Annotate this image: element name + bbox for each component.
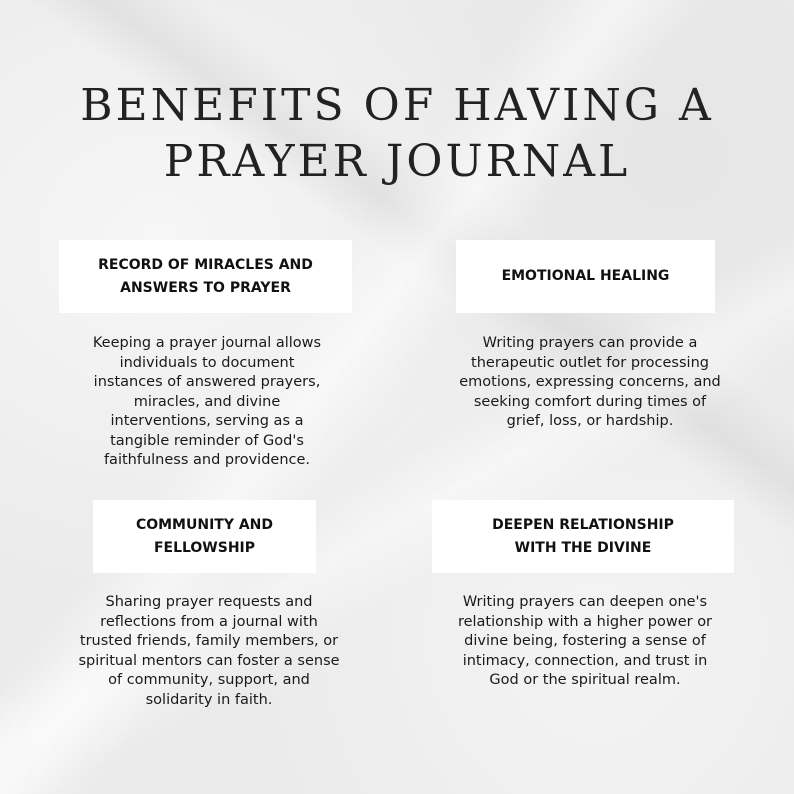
title-line-1: BENEFITS OF HAVING A [80,80,714,131]
description-line: grief, loss, or hardship. [506,413,674,429]
heading-line: WITH THE DIVINE [514,539,652,556]
description-line: Writing prayers can provide a [482,335,698,351]
heading-line: EMOTIONAL HEALING [501,268,670,284]
benefit-heading-box-community [93,500,316,573]
description-line: spiritual mentors can foster a sense [78,652,340,669]
heading-line: ANSWERS TO PRAYER [120,279,291,296]
description-line: seeking comfort during times of [473,393,707,410]
description-line: God or the spiritual realm. [489,672,681,688]
benefit-description-community [60,593,358,710]
benefit-heading [136,514,273,560]
description-line: Keeping a prayer journal allows [92,335,322,351]
description-line: reflections from a journal with [100,613,318,630]
heading-line: COMMUNITY AND [135,516,274,533]
description-line: miracles, and divine [133,393,281,410]
heading-line: DEEPEN RELATIONSHIP [492,516,674,533]
benefit-heading-box-miracles [59,240,352,313]
description-line: tangible reminder of God's [110,432,304,449]
benefit-heading [492,514,674,560]
benefit-heading [502,265,670,288]
heading-line: RECORD OF MIRACLES AND [98,256,313,273]
description-line: interventions, serving as a [110,413,304,429]
page-title [0,78,794,190]
benefit-heading [98,254,313,300]
description-line: solidarity in faith. [145,691,273,708]
description-line: intimacy, connection, and trust in [462,652,708,669]
heading-line: FELLOWSHIP [153,539,256,556]
description-line: Writing prayers can deepen one's [462,594,708,610]
benefit-description-divine-relationship [430,593,740,691]
title-line-2: PRAYER JOURNAL [163,136,631,187]
description-line: of community, support, and [108,672,310,688]
description-line: instances of answered prayers, [93,374,321,390]
description-line: relationship with a higher power or [457,613,713,630]
benefit-heading-box-divine-relationship [432,500,734,573]
benefit-heading-box-emotional-healing [456,240,715,313]
description-line: therapeutic outlet for processing [471,354,709,371]
benefit-description-miracles [58,334,356,471]
description-line: faithfulness and providence. [103,452,311,468]
benefit-description-emotional-healing [436,334,744,432]
description-line: divine being, fostering a sense of [464,633,706,649]
description-line: trusted friends, family members, or [79,633,339,649]
description-line: emotions, expressing concerns, and [459,374,721,390]
description-line: individuals to document [119,354,295,371]
description-line: Sharing prayer requests and [105,594,313,610]
